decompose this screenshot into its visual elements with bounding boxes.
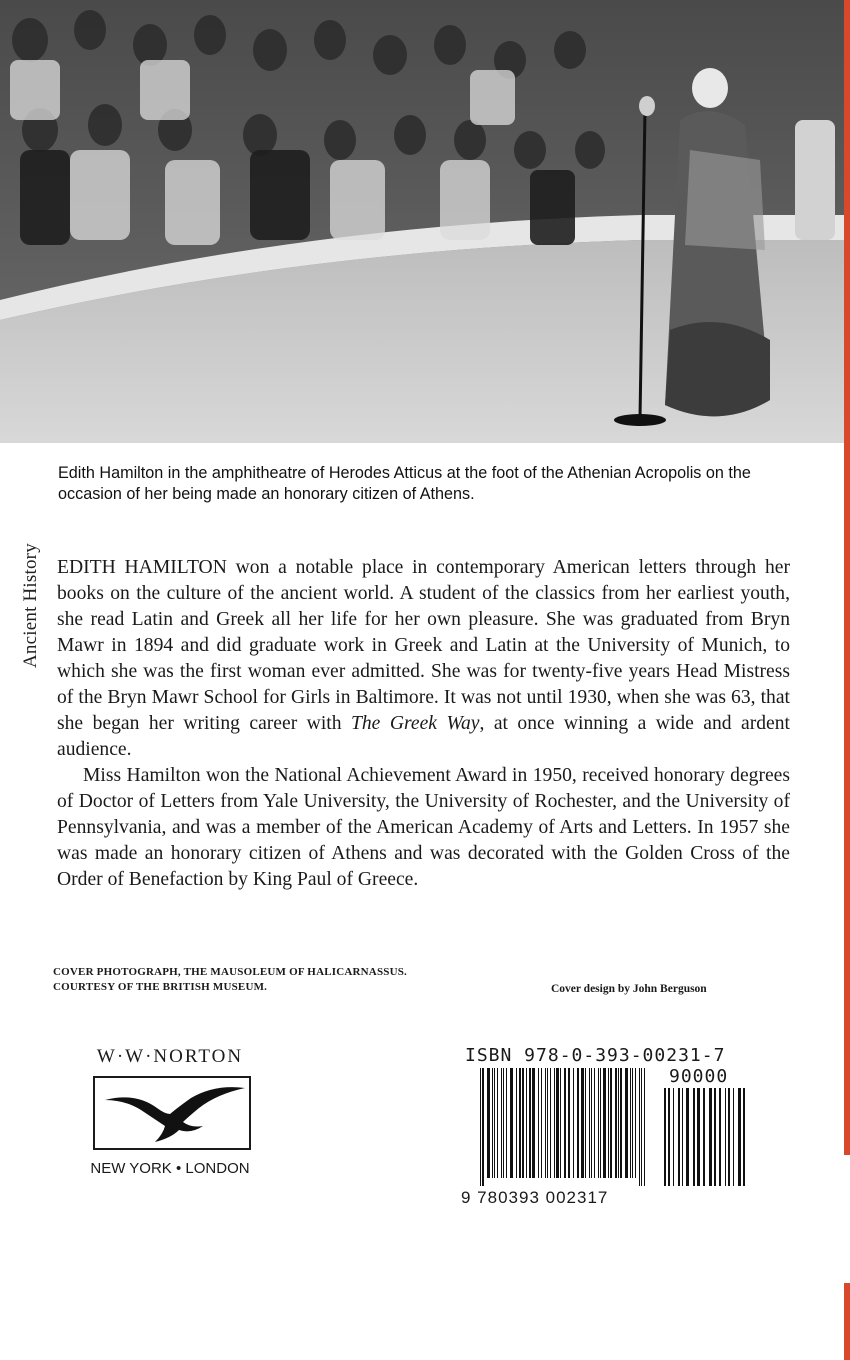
barcode-bar (615, 1068, 617, 1178)
bio-text-b: , at once winning a wide and ardent audience. (57, 713, 790, 760)
seagull-icon (95, 1078, 249, 1148)
barcode-addon-bar (678, 1088, 680, 1186)
barcode-bar (600, 1068, 601, 1178)
barcode-addon-bar (686, 1088, 689, 1186)
barcode-bar (556, 1068, 559, 1178)
barcode-bar (620, 1068, 622, 1178)
barcode-bar (632, 1068, 633, 1178)
barcode-addon-bar (703, 1088, 705, 1186)
barcode-bar (538, 1068, 539, 1178)
barcode-bar (516, 1068, 517, 1178)
barcode-bar (564, 1068, 566, 1178)
price-code: 90000 (669, 1066, 729, 1087)
photo-credit-line-2: COURTESY OF THE BRITISH MUSEUM. (53, 981, 268, 993)
barcode-bar (510, 1068, 513, 1178)
barcode-addon-bar (709, 1088, 712, 1186)
seagull-logo-box (93, 1076, 251, 1150)
barcode-addon-bar (697, 1088, 700, 1186)
bio-paragraph-1 (57, 555, 790, 763)
barcode-addon-bar (673, 1088, 674, 1186)
barcode-bar (618, 1068, 619, 1178)
barcode-addon-bar (693, 1088, 695, 1186)
amphitheatre-photo-illustration (0, 0, 844, 443)
barcode-bar (560, 1068, 561, 1178)
barcode-addon-bar (714, 1088, 716, 1186)
barcode-addon-bar (668, 1088, 670, 1186)
bio-text-a: won a notable place in contemporary American letters through her books on the culture of the ancient world. A student of the classics from her earliest youth, she read Latin and Greek all her life for her own pleasure. She was graduated from Bryn Mawr in 1894 and did graduate work in Greek and Latin at the University of Munich, to which she was the first woman ever admitted. She was for twenty-five years Head Mistress of the Bryn Mawr School for Girls in Baltimore. It was not until 1930, when she was 63, that she began her writing career with (57, 557, 790, 734)
barcode-bar (522, 1068, 524, 1178)
barcode-addon-bar (725, 1088, 726, 1186)
photo-credit-line-1: COVER PHOTOGRAPH, THE MAUSOLEUM OF HALICARNASSUS. (53, 966, 407, 978)
barcode-bar (519, 1068, 521, 1178)
author-name: EDITH HAMILTON (57, 557, 227, 578)
barcode-bar (594, 1068, 595, 1178)
barcode-bar (482, 1068, 484, 1186)
barcode-bar (598, 1068, 599, 1178)
barcode-bar (639, 1068, 640, 1186)
barcode-bar (497, 1068, 498, 1178)
barcode-addon-bar (743, 1088, 745, 1186)
barcode-bar (547, 1068, 548, 1178)
barcode-bar (610, 1068, 612, 1178)
isbn-barcode (458, 1068, 750, 1188)
isbn-label: ISBN 978-0-393-00231-7 (465, 1045, 726, 1066)
barcode-addon-bar (719, 1088, 721, 1186)
barcode-bar (591, 1068, 592, 1178)
barcode-bar (635, 1068, 636, 1178)
book-title: The Greek Way (350, 713, 480, 734)
barcode-bar (501, 1068, 502, 1178)
photo-credit (53, 965, 407, 995)
barcode-bar (554, 1068, 555, 1178)
category-label: Ancient History (20, 543, 41, 668)
barcode-addon-bar (733, 1088, 734, 1186)
cover-photograph (0, 0, 844, 443)
barcode-bar (526, 1068, 527, 1178)
spine-accent-strip-lower (844, 1283, 850, 1360)
barcode-bar (573, 1068, 574, 1178)
barcode-bar (503, 1068, 504, 1178)
barcode-bar (487, 1068, 490, 1178)
bio-paragraph-2: Miss Hamilton won the National Achievement Award in 1950, received honorary degrees of Doctor of Letters from Yale University, the University of Rochester, and the University of Pennsylvania, and was a member of the American Academy of Arts and Letters. In 1957 she was made an honorary citizen of Athens and was decorated with the Golden Cross of the Order of Benefaction by King Paul of Greece. (57, 765, 790, 890)
barcode-bar (644, 1068, 645, 1186)
barcode-bar (480, 1068, 481, 1186)
barcode-bar (545, 1068, 546, 1178)
barcode-bars-main (480, 1068, 645, 1186)
barcode-bar (532, 1068, 535, 1178)
design-credit: Cover design by John Berguson (551, 983, 707, 995)
barcode-bar (581, 1068, 584, 1178)
barcode-bars-addon (664, 1088, 745, 1186)
barcode-addon-bar (728, 1088, 730, 1186)
publisher-logo-block (82, 1046, 262, 1177)
barcode-bar (577, 1068, 579, 1178)
photo-caption: Edith Hamilton in the amphitheatre of Herodes Atticus at the foot of the Athenian Acropolis on the occasion of her being made an honorary citizen of Athens. (58, 464, 751, 503)
publisher-cities: NEW YORK • LONDON (90, 1160, 250, 1177)
barcode-bar (589, 1068, 590, 1178)
barcode-bar (625, 1068, 628, 1178)
barcode-addon-bar (682, 1088, 683, 1186)
barcode-addon-bar (664, 1088, 666, 1186)
barcode-bar (608, 1068, 609, 1178)
barcode-bar (506, 1068, 507, 1178)
barcode-number: 9 780393 002317 (461, 1188, 609, 1207)
barcode-bar (550, 1068, 551, 1178)
barcode-bar (492, 1068, 493, 1178)
barcode-bar (529, 1068, 531, 1178)
barcode-addon-bar (738, 1088, 741, 1186)
barcode-bar (494, 1068, 495, 1178)
spine-accent-strip (844, 0, 850, 1155)
publisher-name: W·W·NORTON (96, 1046, 244, 1067)
barcode-bar (541, 1068, 542, 1178)
barcode-bar (568, 1068, 570, 1178)
barcode-bar (603, 1068, 606, 1178)
barcode-bar (585, 1068, 586, 1178)
barcode-bar (630, 1068, 631, 1178)
barcode-bar (641, 1068, 642, 1186)
author-biography (57, 555, 790, 893)
